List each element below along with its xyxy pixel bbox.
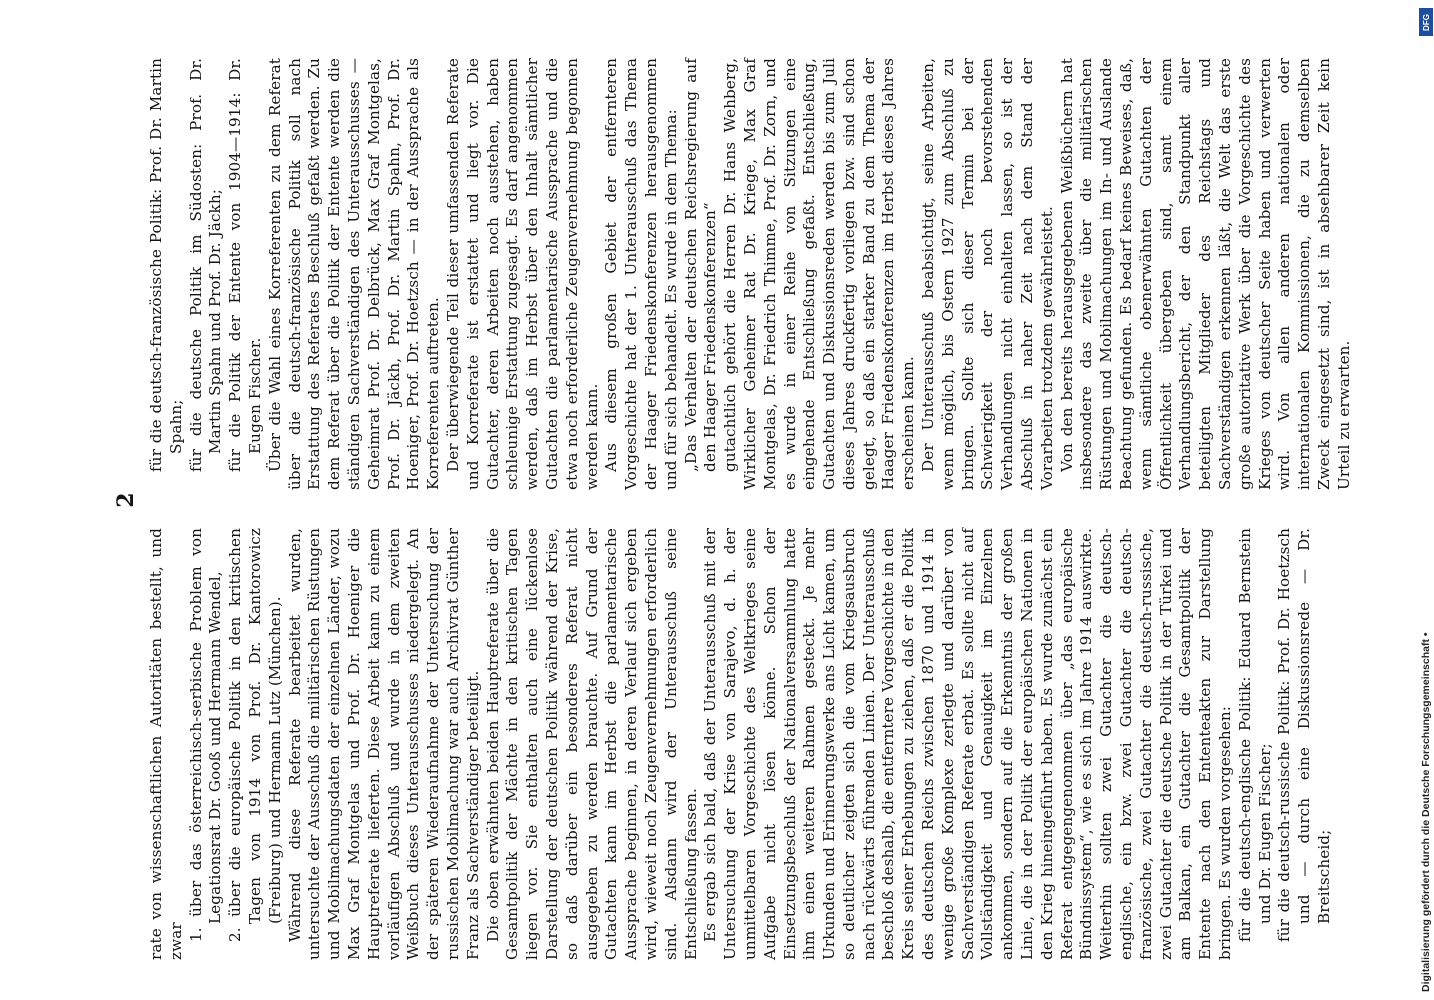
paragraph: gutachtlich gehört die Herren Dr. Hans Wehberg, Wirklicher Geheimer Rat Dr. Kriege, Max Graf Montgelas, Dr. Friedrich Thimme, Prof. Dr. Zorn, und es wurde in einer Reihe von Sitzungen eine eingehende Entschließung gefaßt. Entschließung, Gutachten und Diskussionsreden werden bis zum Juli dieses Jahres druckfertig vorliegen bzw. sind schon gelegt, so daß ein starker Band zu dem Thema der Haager Friedenskonferenzen im Herbst dieses Jahres erscheinen kann. [721, 58, 918, 490]
paragraph: Der überwiegende Teil dieser umfassenden Referate und Korreferate ist erstattet und liegt vor. Die Gutachter, deren Arbeiten noch ausstehen, haben schleunige Erstattung zugesagt. Es darf angenommen werden, daß im Herbst über den Inhalt sämtlicher Gutachten die parlamentarische Aussprache und die etwa noch erforderliche Zeugenvernehmung begonnen werden kann. [443, 58, 601, 490]
paragraph: 2. über die europäische Politik in den kritischen Tagen von 1914 von Prof. Dr. Kantorowicz (Freiburg) und Hermann Lutz (München). [226, 528, 284, 942]
paragraph: Es ergab sich bald, daß der Unterausschuß mit der Untersuchung der Krise von Sarajevo, d. h. der unmittelbaren Vorgeschichte des Weltkrieges seine Aufgabe nicht lösen könne. Schon der Einsetzungsbeschluß der Nationalversammlung hatte ihm einen weiteren Rahmen gesteckt. Je mehr Urkunden und Erinnerungswerke ans Licht kamen, um so deutlicher zeigten sich die vom Kriegsausbruch nach rückwärts führenden Linien. Der Unterausschuß beschloß deshalb, die entferntere Vorgeschichte in den Kreis seiner Erhebungen zu ziehen, daß er die Politik des deutschen Reichs zwischen 1870 und 1914 in wenige große Komplexe zerlegte und darüber von Sachverständigen Referate erbat. Es sollte nicht auf Vollständigkeit und Genauigkeit im Einzelnen ankommen, sondern auf die Erkenntnis der großen Linie, die in der Politik der europäischen Nationen in den Krieg hineingeführt haben. Es wurde zunächst ein Referat entgegengenommen über „das europäische Bündnissystem“, wie es sich im Jahre 1914 auswirkte. Weiterhin sollten zwei Gutachter die deutsch-englische, ein bzw. zwei Gutachter die deutsch-französische, zwei Gutachter die deutsch-russische, zwei Gutachter die deutsche Politik in der Türkei und am Balkan, ein Gutachter die Gesamtpolitik der Entente nach den Ententeakten zur Darstellung bringen. Es wurden vorgesehen: [701, 528, 1235, 960]
paragraph: für die deutsche Politik im Südosten: Prof. Dr. Martin Spahn und Prof. Dr. Jäckh; [186, 58, 225, 472]
page-number: 2 [113, 492, 139, 508]
paragraph: 1. über das österreichisch-serbische Problem von Legationsrat Dr. Gooß und Hermann Wendel, [186, 528, 225, 942]
paragraph: für die deutsch-englische Politik: Eduard Bernstein und Dr. Eugen Fischer; [1235, 528, 1274, 942]
paragraph: für die deutsch-russische Politik: Prof. Dr. Hoetzsch und — durch eine Diskussionsrede — Dr. Breitscheid; [1275, 528, 1334, 942]
digitization-credit: Digitalisierung gefördert durch die Deutsche Forschungsgemeinschaft • [1420, 632, 1432, 992]
paragraph: Der Unterausschuß beabsichtigt, seine Arbeiten, wenn möglich, bis Ostern 1927 zum Abschluß zu bringen. Sollte sich dieser Termin bei der Schwierigkeit der noch bevorstehenden Verhandlungen nicht einhalten lassen, so ist der Abschluß in naher Zeit nach dem Stand der Vorarbeiten trotzdem gewährleistet. [919, 58, 1056, 490]
paragraph: Von den bereits herausgegebenen Weißbüchern hat insbesondere das zweite über die militärischen Rüstungen und Mobilmachungen im In- und Auslande Beachtung gefunden. Es bedarf keines Beweises, daß, wenn sämtliche obenerwähnten Gutachten der Öffentlichkeit übergeben sind, samt einem Verhandlungsbericht, der den Standpunkt aller beteiligten Mitglieder des Reichstags und Sachverständigen erkennen läßt, die Welt das erste große autoritative Werk über die Vorgeschichte des Krieges von deutscher Seite haben und verwerten wird. Von allen anderen nationalen oder internationalen Kommissionen, die zu demselben Zweck eingesetzt sind, ist in absehbarer Zeit kein Urteil zu erwarten. [1057, 58, 1353, 490]
paragraph: „Das Verhalten der deutschen Reichsregierung auf den Haager Friedenskonferenzen“ [681, 58, 720, 472]
paragraph: für die deutsch-französische Politik: Prof. Dr. Martin Spahn; [147, 58, 185, 472]
rotated-document-page [113, 40, 1353, 960]
dfg-logo: DFG [1419, 8, 1433, 36]
paragraph: Während diese Referate bearbeitet wurden, untersuchte der Ausschuß die militärischen Rüstungen und Mobilmachungsdaten der einzelnen Länder, wozu Max Graf Montgelas und Prof. Dr. Hoeniger die Hauptreferate lieferten. Diese Arbeit kann zu einem vorläufigen Abschluß und wurde in dem zweiten Weißbuch dieses Unterausschusses niedergelegt. An der späteren Wiederaufnahme der Untersuchung der russischen Mobilmachung war auch Archivrat Günther Franz als Sachverständiger beteiligt. [285, 528, 482, 960]
right-column [147, 58, 1355, 490]
left-column [147, 528, 1335, 960]
paragraph: Die oben erwähnten beiden Hauptreferate über die Gesamtpolitik der Mächte in den kritischen Tagen liegen vor. Sie enthalten auch eine lückenlose Darstellung der deutschen Politik während der Krise, so daß darüber ein besonderes Referat nicht ausgegeben zu werden brauchte. Auf Grund der Gutachten kann im Herbst die parlamentarische Aussprache beginnen, in deren Verlauf sich ergeben wird, wieweit noch Zeugenvernehmungen erforderlich sind. Alsdann wird der Unterausschuß seine Entschließung fassen. [483, 528, 700, 960]
paragraph: für die Politik der Entente von 1904—1914: Dr. Eugen Fischer. [226, 58, 264, 472]
paragraph: rate von wissenschaftlichen Autoritäten bestellt, und zwar [147, 528, 185, 960]
paragraph: Über die Wahl eines Korreferenten zu dem Referat über die deutsch-französische Politik soll nach Erstattung des Referates Beschluß gefaßt werden. Zu dem Referat über die Politik der Entente werden die ständigen Sachverständigen des Unterausschusses — Geheimrat Prof. Dr. Delbrück, Max Graf Montgelas, Prof. Dr. Jäckh, Prof. Dr. Martin Spahn, Prof. Dr. Hoeniger, Prof. Dr. Hoetzsch — in der Aussprache als Korreferenten auftreten. [265, 58, 443, 490]
paragraph: Aus diesem großen Gebiet der entfernteren Vorgeschichte hat der 1. Unterausschuß das Thema der Haager Friedenskonferenzen herausgenommen und für sich behandelt. Es wurde in dem Thema: [602, 58, 680, 490]
